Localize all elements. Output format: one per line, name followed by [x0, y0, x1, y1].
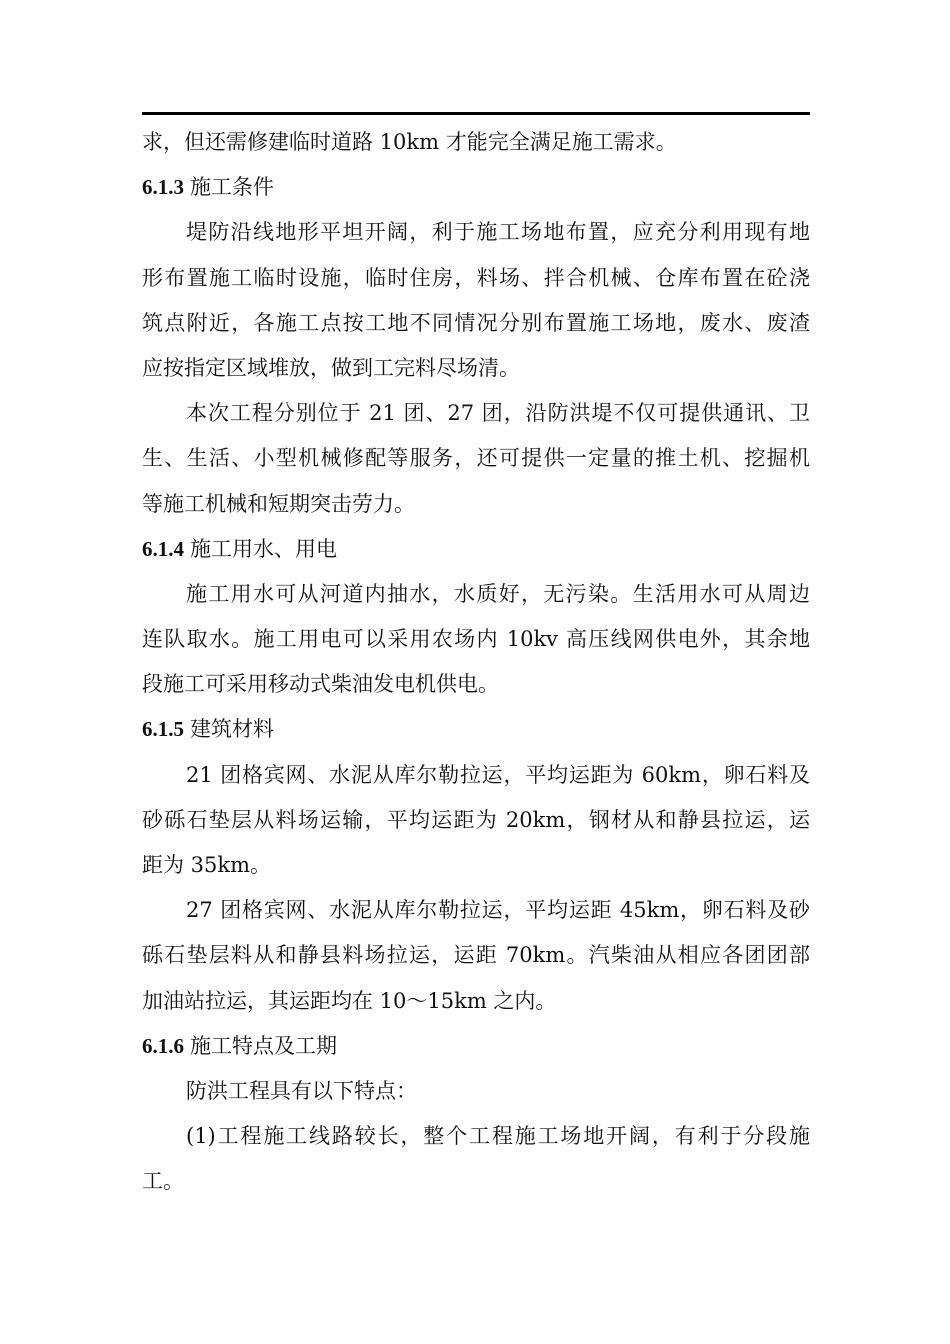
text-line: 形布置施工临时设施，临时住房，料场、拌合机械、仓库布置在砼浇	[142, 265, 810, 290]
text-line: 应按指定区域堆放，做到工完料尽场清。	[142, 355, 520, 380]
section-heading	[142, 1024, 810, 1069]
header-rule	[142, 112, 810, 115]
section-heading	[142, 527, 810, 572]
text-line: 工。	[142, 1169, 184, 1194]
section-number: 6.1.6	[142, 1033, 184, 1058]
text-line: (1)工程施工线路较长，整个工程施工场地开阔，有利于分段施	[186, 1124, 810, 1149]
text-line: 生、生活、小型机械修配等服务，还可提供一定量的推土机、挖掘机	[142, 446, 810, 471]
text-line: 本次工程分别位于 21 团、27 团，沿防洪堤不仅可提供通讯、卫	[186, 401, 810, 426]
document-body	[142, 120, 810, 1205]
section-heading	[142, 707, 810, 752]
text-line: 防洪工程具有以下特点：	[186, 1078, 417, 1103]
text-line: 加油站拉运，其运距均在 10～15km 之内。	[142, 988, 557, 1013]
section-number: 6.1.3	[142, 175, 184, 200]
section-number: 6.1.5	[142, 717, 184, 742]
text-line: 连队取水。施工用电可以采用农场内 10kv 高压线网供电外，其余地	[142, 627, 810, 652]
section-heading	[142, 165, 810, 210]
text-line: 砾石垫层料从和静县料场拉运，运距 70km。汽柴油从相应各团团部	[142, 943, 810, 968]
section-number: 6.1.4	[142, 536, 184, 561]
text-line: 砂砾石垫层从料场运输，平均运距为 20km，钢材从和静县拉运，运	[142, 807, 810, 832]
text-line: 堤防沿线地形平坦开阔，利于施工场地布置，应充分利用现有地	[186, 220, 810, 245]
section-title: 施工特点及工期	[190, 1033, 337, 1058]
text-line: 筑点附近，各施工点按工地不同情况分别布置施工场地，废水、废渣	[142, 310, 810, 335]
text-line: 段施工可采用移动式柴油发电机供电。	[142, 672, 499, 697]
text-line: 施工用水可从河道内抽水，水质好，无污染。生活用水可从周边	[186, 581, 810, 606]
text-line: 求，但还需修建临时道路 10km 才能完全满足施工需求。	[142, 130, 677, 154]
text-line: 21 团格宾网、水泥从库尔勒拉运，平均运距为 60km，卵石料及	[186, 762, 810, 787]
text-line: 27 团格宾网、水泥从库尔勒拉运，平均运距 45km，卵石料及砂	[186, 898, 810, 923]
section-title: 建筑材料	[190, 717, 274, 742]
text-line: 等施工机械和短期突击劳力。	[142, 491, 415, 516]
section-title: 施工用水、用电	[190, 536, 337, 561]
text-line: 距为 35km。	[142, 853, 272, 877]
section-title: 施工条件	[190, 175, 274, 200]
